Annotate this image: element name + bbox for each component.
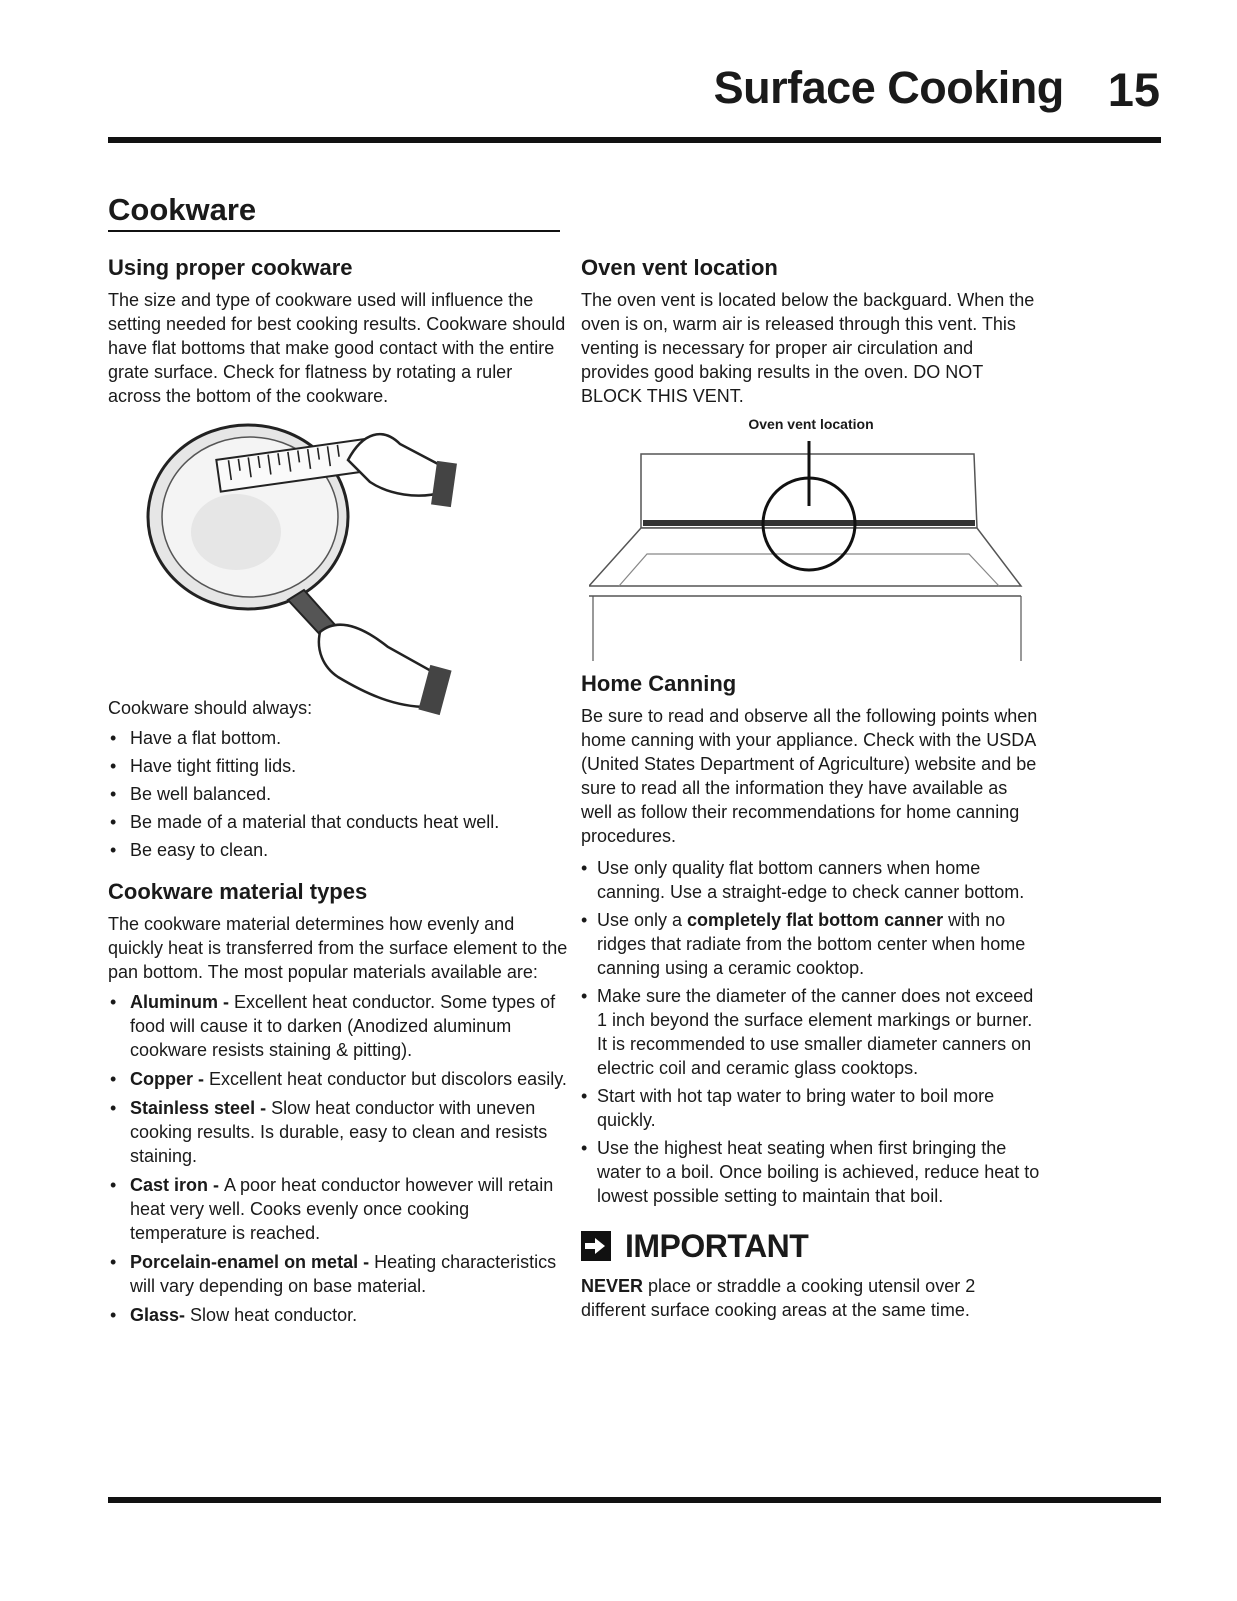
important-notice (581, 1224, 1041, 1268)
canning-item-emphasis: completely flat bottom canner (687, 910, 944, 930)
list-item: • Have tight fitting lids. (108, 754, 568, 778)
material-description: Heating characteristics will vary depending on base material. (130, 1252, 557, 1296)
list-item (581, 908, 1041, 980)
canning-item-text: with no ridges that radiate from the bottom center when home canning using a ceramic cooktop. (597, 910, 1026, 978)
important-body: place or straddle a cooking utensil over 2 different surface cooking areas at the same time. (581, 1276, 976, 1320)
oven-vent-heading: Oven vent location (581, 255, 778, 280)
list-item: • Use only quality flat bottom canners when home canning. Use a straight-edge to check canner bottom. (581, 856, 1041, 904)
oven-vent-body: The oven vent is located below the backguard. When the oven is on, warm air is released through this vent. This venting is necessary for proper air circulation and provides good baking results in the oven. DO NOT BLOCK THIS VENT. (581, 290, 1035, 406)
material-separator: - (193, 1069, 209, 1089)
page-header (108, 62, 1160, 134)
pan-ruler-illustration (138, 422, 478, 722)
list-item: • Make sure the diameter of the canner does not exceed 1 inch beyond the surface element markings or burner. It is recommended to use smaller diameter canners on electric coil and ceramic glass cooktops. (581, 984, 1041, 1080)
right-column (581, 254, 1041, 1322)
material-types-list (108, 990, 568, 1327)
oven-vent-figure (581, 416, 1041, 666)
list-item (108, 1173, 568, 1245)
material-separator: - (358, 1252, 375, 1272)
home-canning-list (581, 856, 1041, 1208)
list-item: • Start with hot tap water to bring water to boil more quickly. (581, 1084, 1041, 1132)
important-title: IMPORTANT (625, 1227, 809, 1264)
list-item: • Have a flat bottom. (108, 726, 568, 750)
list-item (108, 1250, 568, 1298)
oven-vent-illustration (589, 436, 1029, 666)
page-number: 15 (1107, 63, 1160, 116)
material-name: Stainless steel (130, 1098, 256, 1118)
material-separator: - (208, 1175, 225, 1195)
material-name: Cast iron (130, 1175, 209, 1195)
important-arrow-icon (581, 1231, 611, 1261)
important-never: NEVER (581, 1276, 644, 1296)
material-separator: - (255, 1098, 272, 1118)
material-name: Aluminum (130, 992, 218, 1012)
material-types-body: The cookware material determines how evenly and quickly heat is transferred from the surface element to the pan bottom. The most popular materials available are: (108, 914, 568, 982)
list-item: • Use the highest heat seating when first bringing the water to a boil. Once boiling is achieved, reduce heat to lowest possible setting to maintain that boil. (581, 1136, 1041, 1208)
using-proper-cookware-body: The size and type of cookware used will influence the setting needed for best cooking results. Cookware should have flat bottoms that make good contact with the entire grate surface. Check for flatness by rotating a ruler across the bottom of the cookware. (108, 290, 566, 406)
oven-vent-caption: Oven vent location (748, 416, 874, 432)
important-text (581, 1274, 1041, 1322)
list-item (108, 1067, 568, 1091)
material-separator: - (218, 992, 234, 1012)
footer-rule (108, 1497, 1161, 1503)
material-description: Excellent heat conductor. Some types of food will cause it to darken (Anodized aluminum cookware resists staining & pitting). (130, 992, 556, 1060)
section-title: Cookware (108, 192, 257, 227)
material-types-heading: Cookware material types (108, 879, 368, 904)
list-item (108, 1303, 568, 1327)
material-separator: - (179, 1305, 191, 1325)
cookware-should-always: Cookware should always: (108, 698, 313, 718)
canning-item-text: Use only a (597, 910, 688, 930)
material-description: Slow heat conductor. (190, 1305, 358, 1325)
using-proper-cookware-heading: Using proper cookware (108, 255, 353, 280)
material-name: Glass (130, 1305, 180, 1325)
cookware-requirements-list (108, 726, 568, 862)
material-description: Excellent heat conductor but discolors easily. (209, 1069, 567, 1089)
home-canning-body: Be sure to read and observe all the following points when home canning with your appliance. Check with the USDA (United States Department of Agriculture) website and be sure to read all the information they have available as well as follow their recommendations for home canning procedures. (581, 706, 1038, 846)
section-title-rule (108, 230, 560, 232)
material-description: A poor heat conductor however will retain heat very well. Cooks evenly once cooking temperature is reached. (130, 1175, 554, 1243)
home-canning-heading: Home Canning (581, 671, 737, 696)
header-rule (108, 137, 1161, 143)
list-item: • Be made of a material that conducts heat well. (108, 810, 568, 834)
material-name: Porcelain-enamel on metal (130, 1252, 359, 1272)
list-item: • Be easy to clean. (108, 838, 568, 862)
list-item (108, 1096, 568, 1168)
material-name: Copper (130, 1069, 193, 1089)
list-item: • Be well balanced. (108, 782, 568, 806)
page-title: Surface Cooking (713, 62, 1064, 113)
list-item (108, 990, 568, 1062)
left-column (108, 254, 568, 1332)
material-description: Slow heat conductor with uneven cooking results. Is durable, easy to clean and resists staining. (130, 1098, 548, 1166)
